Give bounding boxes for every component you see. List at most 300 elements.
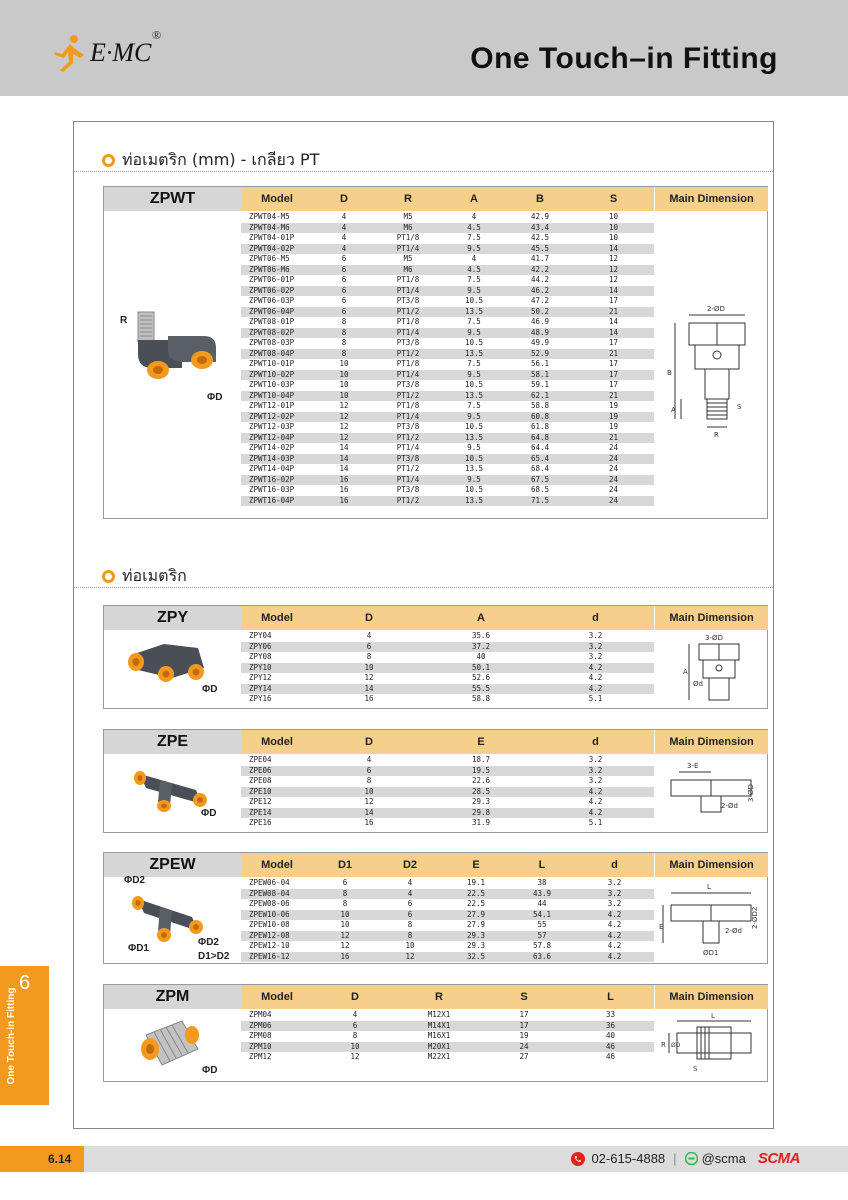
table-cell: 10	[608, 212, 619, 221]
table-cell: ZPWT12-01P	[249, 401, 295, 410]
zpwt-label-d: ΦD	[207, 392, 223, 403]
table-cell: 64.4	[530, 443, 550, 452]
table-row	[241, 401, 654, 412]
table-cell: 9.5	[467, 443, 481, 452]
table-row	[241, 464, 654, 475]
table-row	[241, 307, 654, 318]
table-cell: ZPWT12-04P	[249, 432, 295, 442]
col-d: D	[365, 736, 373, 748]
table-cell: PT3/8	[396, 453, 420, 463]
table-cell: 8	[341, 317, 347, 326]
table-cell: 10	[608, 233, 619, 242]
table-cell: 40	[476, 652, 486, 661]
zpew-table	[103, 852, 768, 964]
table-cell: 9.5	[467, 243, 481, 253]
table-cell: ZPWT14-04P	[249, 464, 295, 473]
col-l: L	[607, 991, 614, 1003]
table-cell: 68.4	[530, 464, 550, 473]
table-cell: 55	[537, 920, 547, 929]
zpwt-table	[103, 186, 768, 519]
table-cell: 10	[405, 941, 415, 950]
table-row	[241, 899, 654, 910]
page-title: One Touch–in Fitting	[470, 42, 778, 75]
table-cell: 67.5	[530, 474, 550, 484]
scma-logo: SCMA	[757, 1150, 800, 1167]
table-cell: 12	[608, 254, 619, 263]
section-title-text: ท่อเมตริก (mm) - เกลียว PT	[122, 150, 320, 169]
table-cell: 16	[364, 818, 374, 827]
table-cell: ZPY16	[249, 694, 272, 703]
table-cell: 12	[364, 673, 374, 682]
table-cell: 3.2	[588, 631, 603, 640]
table-row	[241, 496, 654, 507]
table-cell: 52.9	[530, 348, 550, 358]
table-cell: 12	[364, 797, 374, 806]
table-cell: ZPM08	[249, 1031, 272, 1040]
table-cell: 27.9	[466, 920, 486, 929]
table-cell: 13.5	[464, 464, 484, 473]
table-cell: 46	[605, 1041, 616, 1051]
table-row	[241, 275, 654, 286]
table-row	[241, 380, 654, 391]
table-cell: 14	[364, 683, 374, 693]
table-cell: 17	[608, 338, 619, 347]
zpe-dim-od: 3-ØD	[747, 784, 755, 802]
table-cell: 10.5	[464, 485, 484, 494]
table-cell: 10.5	[464, 422, 484, 431]
table-cell: 6	[352, 1020, 358, 1030]
table-cell: 42.2	[530, 264, 550, 274]
table-cell: 14	[364, 807, 374, 817]
table-row	[241, 359, 654, 370]
zpew-header-row	[241, 853, 654, 877]
table-row	[241, 818, 654, 829]
table-cell: 8	[341, 348, 347, 358]
table-cell: 13.5	[464, 306, 484, 316]
table-cell: 4	[341, 233, 347, 242]
table-cell: 40	[605, 1031, 616, 1040]
table-cell: 16	[339, 474, 349, 484]
table-cell: 8	[342, 888, 348, 898]
table-cell: 4.5	[467, 222, 481, 232]
table-cell: 4	[407, 888, 413, 898]
zpe-dimension-drawing	[657, 754, 767, 832]
table-cell: ZPY10	[249, 662, 272, 672]
zpe-dim-title: Main Dimension	[655, 730, 768, 754]
table-cell: 60.8	[530, 411, 550, 421]
table-cell: 8	[366, 776, 372, 785]
social-handle[interactable]: @scma	[701, 1151, 746, 1166]
zpew-dim-d: 2-Ød	[725, 927, 742, 935]
table-cell: 38	[537, 878, 547, 887]
table-cell: 17	[608, 296, 619, 305]
zpm-label-d: ΦD	[202, 1065, 218, 1076]
table-cell: 10.5	[464, 453, 484, 463]
table-cell: ZPWT04-M6	[249, 222, 290, 232]
zpwt-product-photo	[124, 302, 224, 382]
table-cell: 32.5	[466, 951, 486, 961]
table-cell: 71.5	[530, 495, 550, 505]
table-row	[241, 797, 654, 808]
table-cell: ZPWT08-01P	[249, 317, 295, 326]
table-cell: PT3/8	[396, 380, 420, 389]
table-cell: 58.8	[471, 694, 491, 703]
table-cell: 10	[608, 222, 619, 232]
table-cell: M22X1	[427, 1052, 451, 1061]
table-row	[241, 1042, 654, 1053]
table-cell: 27	[519, 1052, 529, 1061]
zpew-dim-e: E	[659, 923, 664, 931]
table-cell: 29.8	[471, 807, 491, 817]
table-cell: ZPWT14-03P	[249, 453, 295, 463]
table-row	[241, 787, 654, 798]
col-e: E	[472, 859, 480, 871]
table-cell: 68.5	[530, 485, 550, 494]
table-row	[241, 391, 654, 402]
table-cell: 43.9	[532, 888, 552, 898]
zpe-header-row	[241, 730, 654, 754]
zpwt-dim-r: R	[714, 431, 719, 439]
table-cell: 12	[350, 1052, 360, 1061]
content-frame	[73, 121, 774, 1129]
col-small-d: d	[592, 612, 599, 624]
table-cell: PT1/2	[396, 348, 420, 358]
zpew-rows	[241, 878, 654, 962]
table-cell: ZPE04	[249, 755, 272, 764]
section-title-pt-thread	[102, 148, 319, 173]
table-cell: 24	[608, 443, 619, 452]
table-cell: 17	[608, 380, 619, 389]
table-row	[241, 328, 654, 339]
table-cell: 19.1	[466, 878, 486, 887]
table-cell: ZPE14	[249, 807, 272, 817]
table-cell: ZPE10	[249, 786, 272, 796]
table-cell: 17	[519, 1010, 529, 1019]
table-cell: 17	[608, 369, 619, 379]
table-cell: 10	[339, 359, 349, 368]
table-cell: 6	[341, 306, 347, 316]
zpy-dimension-drawing	[657, 630, 767, 708]
table-cell: 65.4	[530, 453, 550, 463]
table-cell: 9.5	[467, 285, 481, 295]
zpwt-series-name: ZPWT	[104, 187, 241, 211]
zpm-dimension-drawing	[657, 1009, 767, 1081]
table-cell: ZPWT06-02P	[249, 285, 295, 295]
table-cell: 8	[407, 930, 413, 940]
table-cell: M14X1	[427, 1020, 451, 1030]
table-cell: 4.2	[607, 920, 622, 929]
table-cell: 6	[341, 285, 347, 295]
zpew-label-d2-bottom: ΦD2	[198, 937, 219, 948]
table-row	[241, 454, 654, 465]
table-cell: 46.9	[530, 317, 550, 326]
table-row	[241, 920, 654, 931]
table-cell: 3.2	[607, 878, 622, 887]
table-cell: 4.2	[607, 941, 622, 950]
table-cell: ZPWT06-M5	[249, 254, 290, 263]
zpy-rows	[241, 631, 654, 705]
table-cell: 13.5	[464, 390, 484, 400]
table-cell: 57	[537, 930, 547, 940]
table-cell: 8	[352, 1031, 358, 1040]
table-cell: 4	[366, 755, 372, 764]
table-cell: 5.1	[588, 694, 603, 703]
table-cell: 62.1	[530, 390, 550, 400]
table-row	[241, 422, 654, 433]
table-cell: 3.2	[588, 755, 603, 764]
table-cell: 56.1	[530, 359, 550, 368]
table-cell: 46.2	[530, 285, 550, 295]
table-cell: 4.2	[588, 797, 603, 806]
table-cell: 7.5	[467, 359, 481, 368]
table-cell: 18.7	[471, 755, 491, 764]
table-row	[241, 652, 654, 663]
zpew-dimension-drawing	[657, 877, 767, 963]
table-cell: PT1/4	[396, 411, 420, 421]
table-cell: ZPWT10-04P	[249, 390, 295, 400]
table-row	[241, 694, 654, 705]
table-cell: ZPWT04-M5	[249, 212, 290, 221]
section-title-text: ท่อเมตริก	[122, 566, 187, 585]
table-cell: 24	[519, 1041, 529, 1051]
zpm-product-photo	[132, 1013, 212, 1075]
zpwt-rows	[241, 212, 654, 506]
table-cell: 6	[341, 254, 347, 263]
zpy-dim-od: 3-ØD	[705, 634, 723, 642]
table-cell: 13.5	[464, 348, 484, 358]
zpm-dim-r: R	[661, 1041, 666, 1049]
table-cell: PT1/2	[396, 432, 420, 442]
table-cell: ZPWT12-03P	[249, 422, 295, 431]
table-cell: PT1/8	[396, 275, 420, 284]
table-row	[241, 941, 654, 952]
table-cell: ZPWT08-04P	[249, 348, 295, 358]
zpwt-dim-b: B	[667, 369, 672, 377]
table-cell: 21	[608, 390, 619, 400]
table-cell: 52.6	[471, 673, 491, 682]
zpm-header-row	[241, 985, 654, 1009]
table-cell: 4	[471, 212, 477, 221]
table-cell: 13.5	[464, 495, 484, 505]
col-model: Model	[261, 736, 293, 748]
zpe-rows	[241, 755, 654, 829]
chapter-label: One Touch-in Fitting	[6, 987, 17, 1085]
zpm-dim-s: S	[693, 1065, 698, 1073]
table-cell: 41.7	[530, 254, 550, 263]
table-cell: 24	[608, 485, 619, 494]
table-row	[241, 244, 654, 255]
zpew-series-name: ZPEW	[104, 853, 241, 877]
table-cell: 12	[339, 432, 349, 442]
table-cell: PT1/4	[396, 369, 420, 379]
table-cell: 4.2	[588, 662, 603, 672]
table-cell: 10.5	[464, 338, 484, 347]
table-row	[241, 286, 654, 297]
table-cell: PT3/8	[396, 296, 420, 305]
col-r: R	[404, 193, 412, 205]
table-cell: ZPWT12-02P	[249, 411, 295, 421]
emc-logo	[52, 28, 162, 72]
table-cell: ZPWT16-04P	[249, 495, 295, 505]
zpy-dim-a: A	[683, 668, 688, 676]
table-cell: 10	[339, 390, 349, 400]
zpe-table	[103, 729, 768, 833]
table-row	[241, 265, 654, 276]
table-cell: 16	[340, 951, 350, 961]
table-cell: 4	[366, 631, 372, 640]
table-row	[241, 212, 654, 223]
table-cell: 10	[339, 369, 349, 379]
zpew-label-d1: ΦD1	[128, 943, 149, 954]
table-cell: ZPWT04-02P	[249, 243, 295, 253]
table-cell: 19	[519, 1031, 529, 1040]
table-cell: 24	[608, 474, 619, 484]
table-cell: ZPWT16-03P	[249, 485, 295, 494]
table-row	[241, 485, 654, 496]
table-cell: 19	[608, 401, 619, 410]
table-cell: M5	[403, 254, 413, 263]
table-cell: ZPY06	[249, 641, 272, 651]
zpe-product-photo	[132, 760, 212, 816]
table-cell: ZPE16	[249, 818, 272, 827]
dotted-divider	[74, 171, 773, 172]
col-model: Model	[261, 991, 293, 1003]
zpm-series-name: ZPM	[104, 985, 241, 1009]
col-model: Model	[261, 859, 293, 871]
table-cell: 10	[364, 662, 374, 672]
table-row	[241, 663, 654, 674]
table-cell: 42.9	[530, 212, 550, 221]
table-cell: 4.2	[588, 807, 603, 817]
table-cell: 4.2	[588, 786, 603, 796]
table-row	[241, 349, 654, 360]
table-cell: 22.6	[471, 776, 491, 785]
table-cell: 24	[608, 464, 619, 473]
runner-logo-icon	[52, 34, 86, 72]
table-cell: 46	[605, 1052, 616, 1061]
table-cell: 4.2	[607, 951, 622, 961]
table-cell: PT1/8	[396, 359, 420, 368]
table-cell: ZPM10	[249, 1041, 272, 1051]
table-cell: 47.2	[530, 296, 550, 305]
table-cell: 54.1	[532, 909, 552, 919]
table-cell: 6	[342, 878, 348, 887]
table-cell: ZPE08	[249, 776, 272, 785]
table-cell: 58.1	[530, 369, 550, 379]
table-cell: 12	[405, 951, 415, 961]
table-cell: 50.2	[530, 306, 550, 316]
col-model: Model	[261, 612, 293, 624]
table-cell: 16	[364, 694, 374, 703]
table-cell: 3.2	[588, 652, 603, 661]
table-cell: 16	[339, 495, 349, 505]
zpm-dim-l: L	[711, 1012, 715, 1020]
table-cell: 14	[608, 285, 619, 295]
table-row	[241, 338, 654, 349]
table-cell: 7.5	[467, 275, 481, 284]
table-cell: 29.3	[471, 797, 491, 806]
zpwt-dim-od: 2-ØD	[707, 305, 725, 313]
col-d: D	[365, 612, 373, 624]
table-cell: ZPEW10-06	[249, 909, 290, 919]
table-row	[241, 766, 654, 777]
table-row	[241, 412, 654, 423]
table-cell: 59.1	[530, 380, 550, 389]
bullet-icon	[102, 154, 115, 167]
table-cell: 12	[608, 275, 619, 284]
table-cell: 8	[342, 899, 348, 908]
col-small-d: d	[611, 859, 618, 871]
table-cell: 50.1	[471, 662, 491, 672]
table-cell: M5	[403, 212, 413, 221]
table-cell: 10.5	[464, 380, 484, 389]
table-cell: 7.5	[467, 233, 481, 242]
table-cell: PT1/4	[396, 285, 420, 295]
table-cell: PT1/4	[396, 243, 420, 253]
table-row	[241, 1052, 654, 1063]
table-row	[241, 433, 654, 444]
table-row	[241, 631, 654, 642]
phone-number[interactable]: 02-615-4888	[591, 1151, 666, 1166]
table-cell: 24	[608, 495, 619, 505]
table-cell: ZPWT04-01P	[249, 233, 295, 242]
table-cell: 7.5	[467, 317, 481, 326]
table-cell: 61.8	[530, 422, 550, 431]
table-row	[241, 443, 654, 454]
table-cell: ZPM06	[249, 1020, 272, 1030]
table-cell: 63.6	[532, 951, 552, 961]
table-cell: M6	[403, 264, 413, 274]
table-cell: 4	[341, 243, 347, 253]
table-cell: 10	[340, 920, 350, 929]
table-cell: 3.2	[607, 888, 622, 898]
table-row	[241, 808, 654, 819]
zpew-dim-l: L	[707, 883, 711, 891]
table-cell: 14	[608, 317, 619, 326]
table-cell: M6	[403, 222, 413, 232]
table-cell: 22.5	[466, 888, 486, 898]
zpy-product-photo	[124, 634, 214, 686]
zpew-dim-d1: ØD1	[703, 949, 719, 957]
col-d2: D2	[402, 859, 418, 871]
dotted-divider	[74, 587, 773, 588]
table-cell: 4	[352, 1010, 358, 1019]
zpwt-header-row	[241, 187, 654, 211]
table-cell: ZPY08	[249, 652, 272, 661]
table-cell: 33	[605, 1010, 616, 1019]
logo-text: E·MC	[90, 38, 152, 67]
table-cell: 8	[341, 338, 347, 347]
table-cell: 6	[407, 909, 413, 919]
table-cell: ZPY14	[249, 683, 272, 693]
col-a: A	[477, 612, 485, 624]
zpwt-dim-title: Main Dimension	[655, 187, 768, 211]
table-cell: ZPWT16-02P	[249, 474, 295, 484]
table-cell: 10	[350, 1041, 360, 1051]
table-cell: ZPWT14-02P	[249, 443, 295, 452]
table-cell: 6	[341, 275, 347, 284]
table-cell: 19	[608, 422, 619, 431]
table-cell: 8	[341, 327, 347, 337]
col-d: D	[340, 193, 348, 205]
table-cell: 14	[608, 327, 619, 337]
zpwt-dim-a: A	[671, 406, 676, 414]
table-cell: 57.8	[532, 941, 552, 950]
table-row	[241, 684, 654, 695]
table-cell: 19.5	[471, 765, 491, 775]
table-cell: 9.5	[467, 474, 481, 484]
table-cell: 10	[364, 786, 374, 796]
